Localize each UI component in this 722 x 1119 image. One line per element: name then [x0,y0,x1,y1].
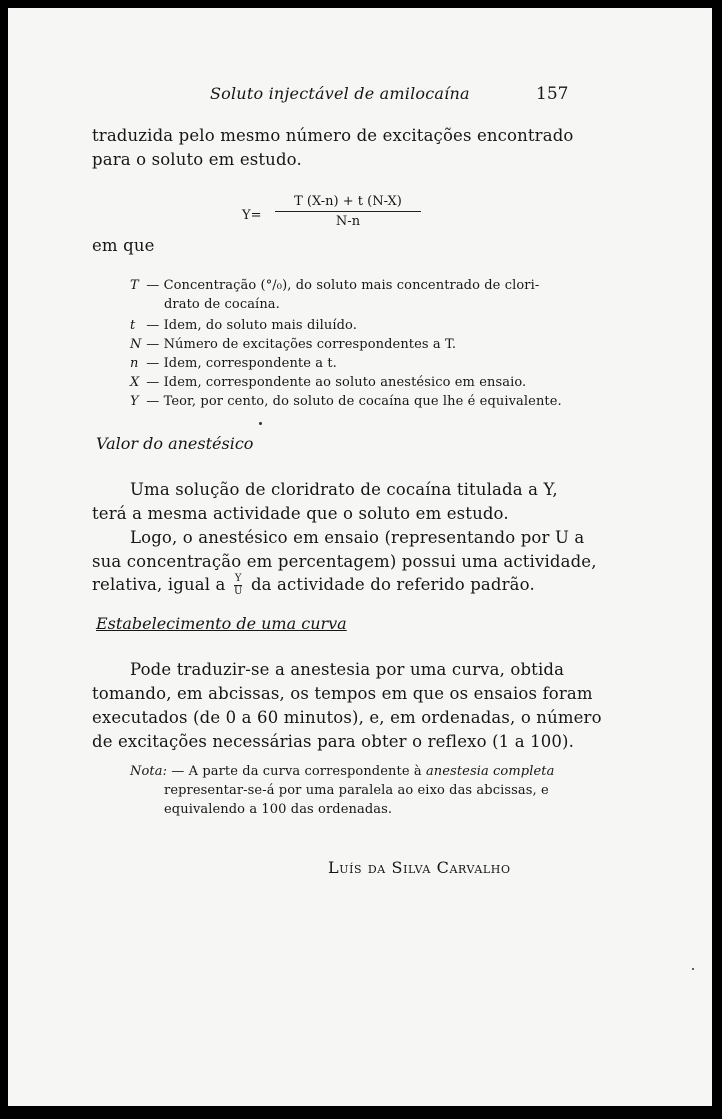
note-text: — A parte da curva correspondente à [171,764,422,779]
paragraph-line: sua concentração em percentagem) possui uma actividade, [92,552,597,571]
note-line-1 [130,764,554,779]
text-after-fraction: da actividade do referido padrão. [250,575,535,594]
fraction-bar [275,211,421,212]
paragraph-line: Logo, o anestésico em ensaio (representando por U a [130,528,585,547]
definition-text: — Idem, do soluto mais diluído. [146,318,357,333]
definition-text: — Idem, correspondente a t. [146,356,337,371]
inline-fraction-denominator: U [233,586,243,597]
definition-row [130,356,337,371]
inline-fraction [234,574,243,597]
paper-speck [259,422,262,425]
definition-text: drato de cocaína. [164,297,280,312]
paragraph-line: terá a mesma actividade que o soluto em estudo. [92,504,509,523]
author-signature: Luís da Silva Carvalho [328,858,511,877]
paragraph-line: Pode traduzir-se a anestesia por uma curva, obtida [130,660,565,679]
book-page [8,8,712,1106]
section-heading-valor: Valor do anestésico [96,434,254,453]
paragraph-line-with-fraction [92,574,535,597]
note-line-3: equivalendo a 100 das ordenadas. [164,802,393,817]
definition-symbol: n [130,356,139,371]
definition-symbol: N [130,337,142,352]
definition-text: — Idem, correspondente ao soluto anestésico em ensaio. [146,375,527,390]
formula-lhs: Y= [242,208,262,223]
section-heading-curva: Estabelecimento de uma curva [96,614,347,633]
definition-row [130,375,526,390]
note-emphasis: anestesia completa [425,764,555,779]
page-number: 157 [536,84,569,104]
em-que-label: em que [92,236,155,255]
note-label: Nota: [130,764,168,779]
definition-row [130,278,539,293]
definition-row [130,394,562,409]
intro-line-1: traduzida pelo mesmo número de excitações encontrado [92,126,574,145]
definition-symbol: t [130,318,136,333]
formula-denominator: N-n [335,214,361,229]
paragraph-line: Uma solução de cloridrato de cocaína titulada a Y, [130,480,558,499]
paragraph-line: executados (de 0 a 60 minutos), e, em ordenadas, o número [92,708,602,727]
text-before-fraction: relativa, igual a [92,575,226,594]
paragraph-line: de excitações necessárias para obter o reflexo (1 a 100). [92,732,575,751]
definition-row [130,318,357,333]
inline-fraction-numerator: Y [234,573,242,584]
intro-line-2: para o soluto em estudo. [92,150,302,169]
paragraph-line: tomando, em abcissas, os tempos em que os ensaios foram [92,684,593,703]
definition-row [164,297,280,312]
formula-fraction [275,194,421,229]
running-header-title: Soluto injectável de amilocaína [210,84,470,103]
definition-symbol: T [130,278,139,293]
note-line-2: representar-se-á por uma paralela ao eixo das abcissas, e [164,783,549,798]
definition-text: — Teor, por cento, do soluto de cocaína que lhe é equivalente. [146,394,562,409]
definition-text: — Concentração (°/₀), do soluto mais concentrado de clori- [146,278,540,293]
formula-numerator: T (X-n) + t (N-X) [294,194,402,209]
definition-text: — Número de excitações correspondentes a T. [146,337,457,352]
paper-speck [692,968,694,970]
definition-row [130,337,456,352]
definition-symbol: X [130,375,140,390]
definition-symbol: Y [130,394,139,409]
